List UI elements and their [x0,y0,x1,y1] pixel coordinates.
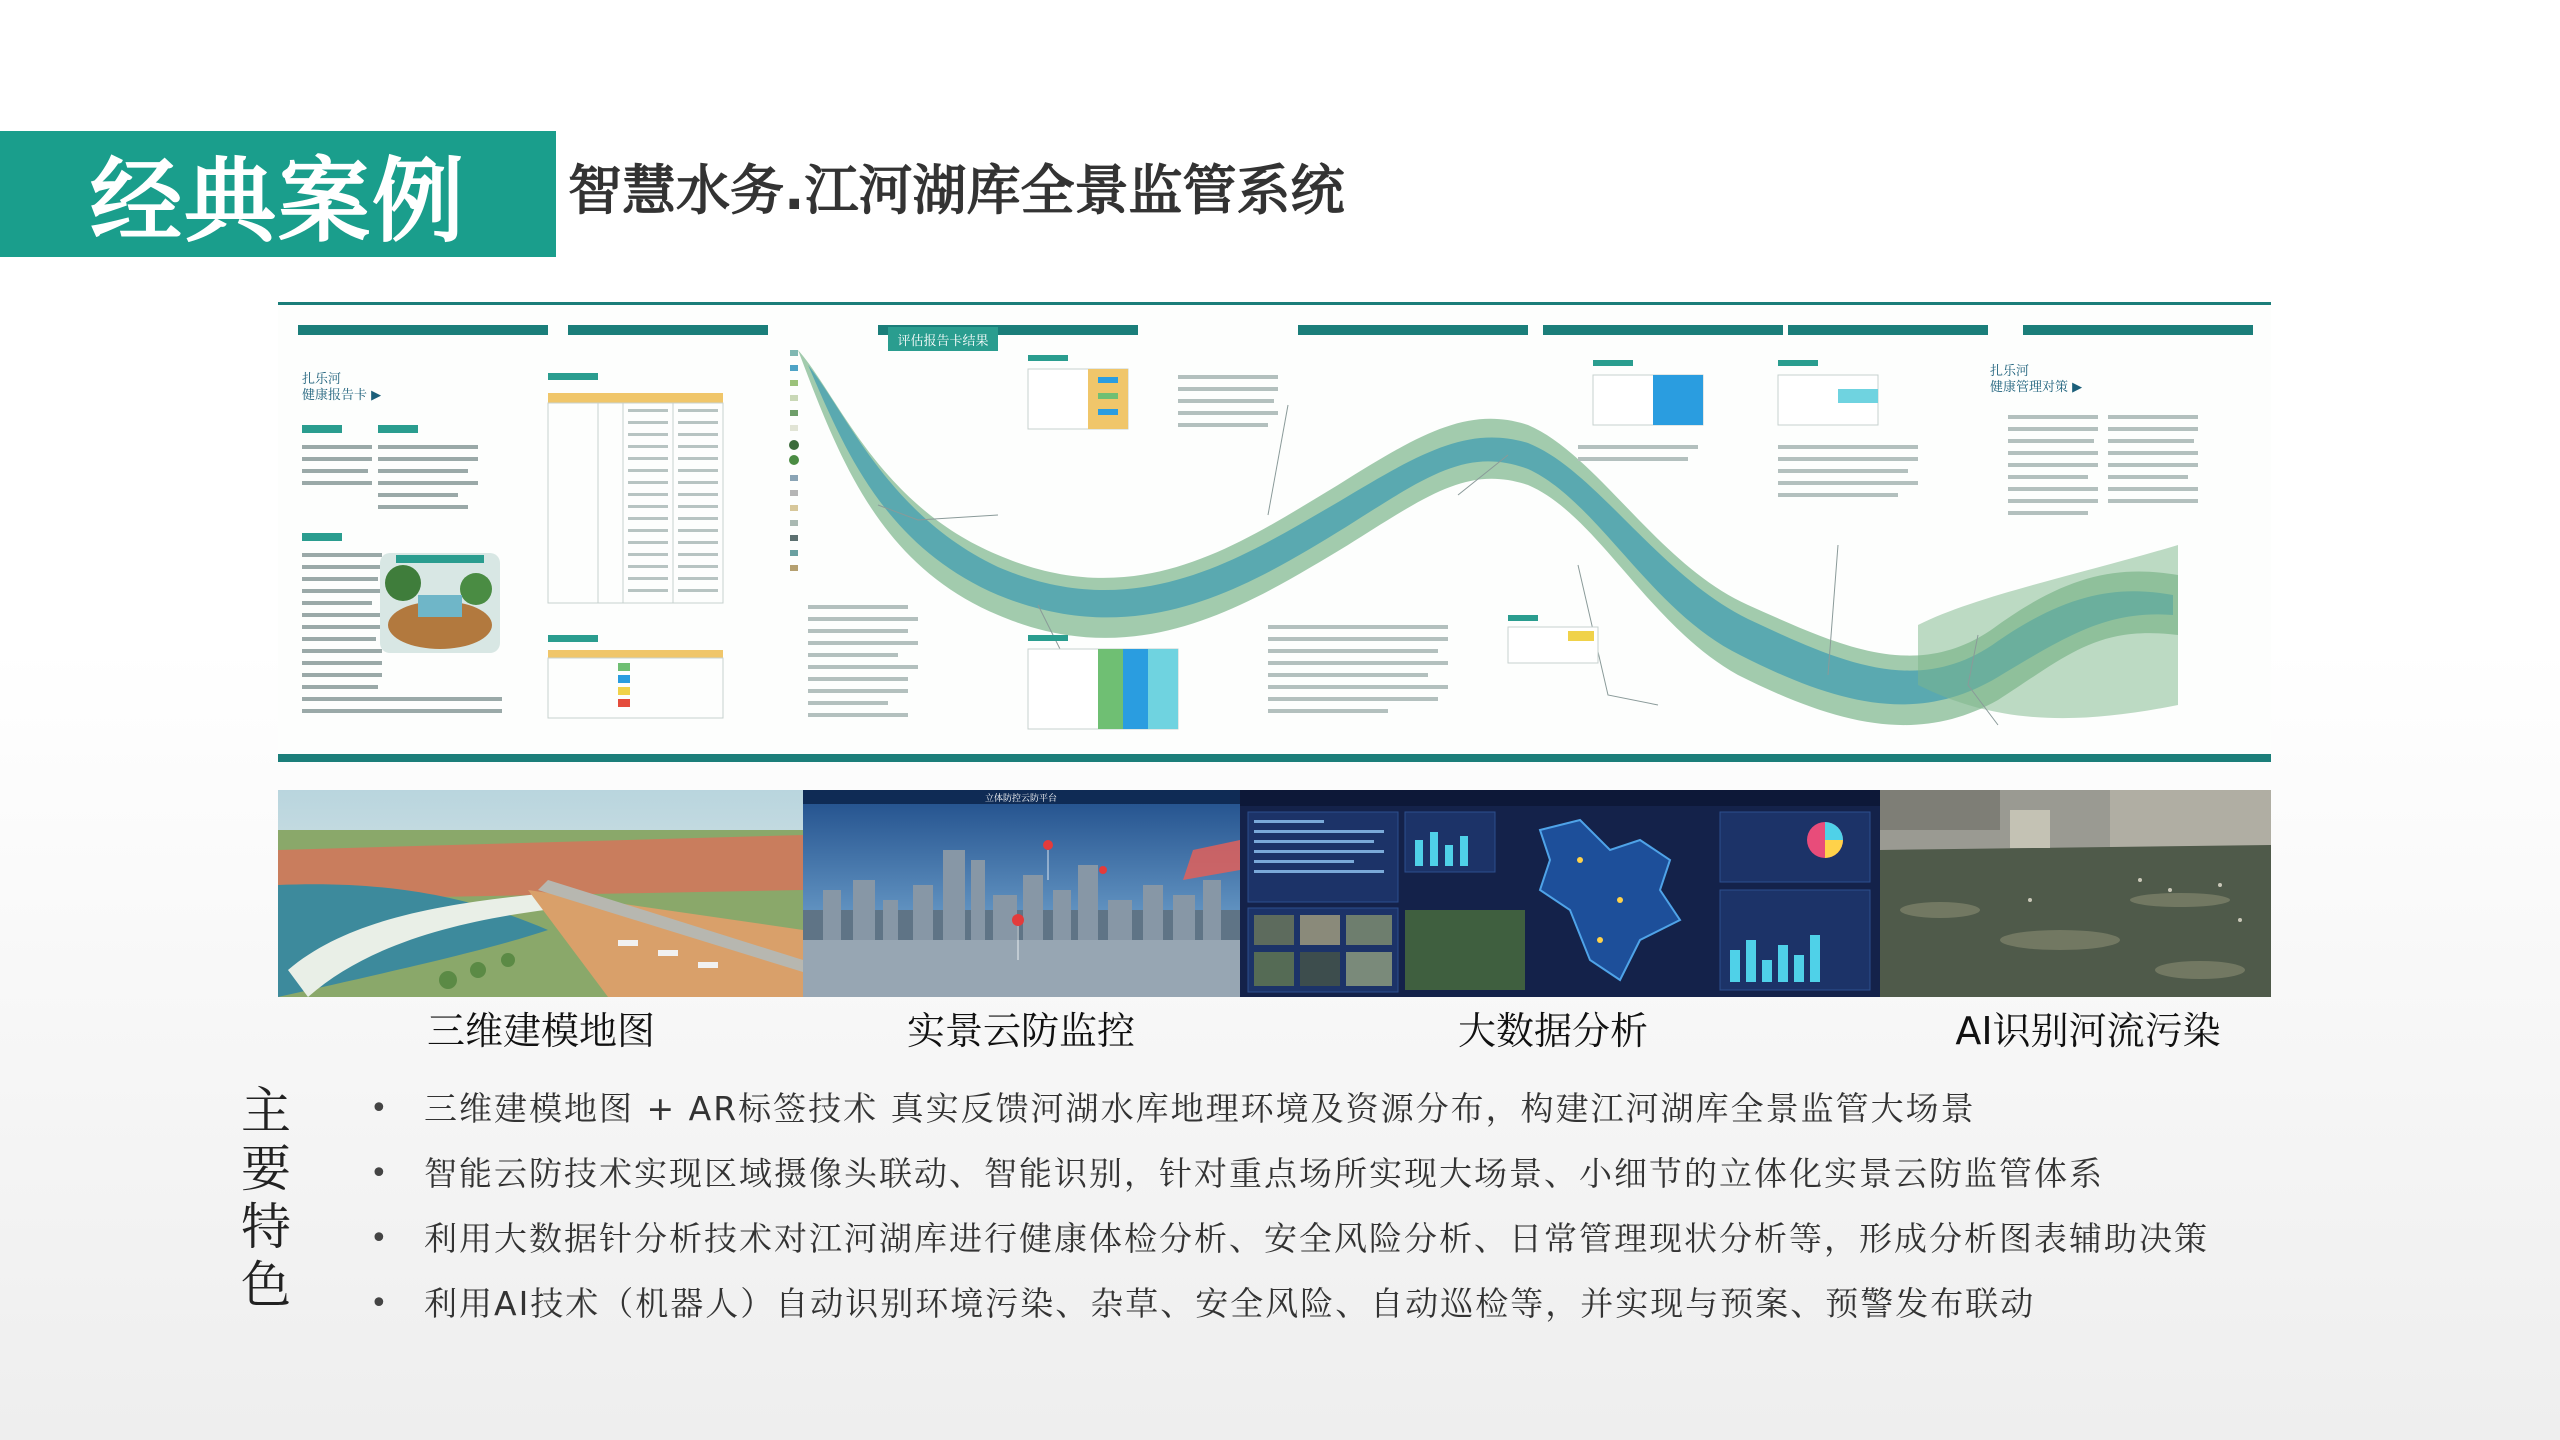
photo-dashboard [1240,790,1880,997]
caption-ai-pollution: AI识别河流污染 [1955,1009,2221,1053]
caption-big-data: 大数据分析 [1457,1009,1648,1053]
photo-strip [278,790,2271,997]
features-list [370,1084,2270,1344]
report-right-title: 扎乐河 [1990,364,2030,379]
header-badge-label: 经典案例 [89,148,466,255]
page-title: 智慧水务.江河湖库全景监管系统 [568,159,1345,222]
header-badge [0,131,556,257]
photo-3d-map [278,790,803,997]
feature-item: • 利用大数据针分析技术对江河湖库进行健康体检分析、安全风险分析、日常管理现状分析等，形成分析图表辅助决策 [370,1214,2270,1279]
health-report-panel [278,302,2271,762]
report-center-badge: 评估报告卡结果 [897,334,989,349]
photo-captions [278,1000,2271,1060]
svg-text:健康报告卡 ▶: 健康报告卡 ▶ [302,388,382,403]
monitor-screen-title: 立体防控云防平台 [984,794,1058,804]
feature-item: • 三维建模地图 + AR标签技术 真实反馈河湖水库地理环境及资源分布，构建江河湖库全景监管大场景 [370,1084,2270,1149]
report-illustration [278,305,2271,762]
report-left-title: 扎乐河 [302,372,342,387]
svg-text:健康管理对策 ▶: 健康管理对策 ▶ [1990,380,2083,395]
photo-polluted-river [1880,790,2271,997]
features-title: 主 要 特 色 [241,1082,291,1314]
photo-city-monitor [803,790,1240,997]
feature-item: • 利用AI技术（机器人）自动识别环境污染、杂草、安全风险、自动巡检等，并实现与预案、预警发布联动 [370,1279,2270,1344]
caption-3d-map: 三维建模地图 [426,1009,655,1053]
feature-item: • 智能云防技术实现区域摄像头联动、智能识别，针对重点场所实现大场景、小细节的立体化实景云防监管体系 [370,1149,2270,1214]
caption-cloud-monitor: 实景云防监控 [906,1009,1135,1053]
